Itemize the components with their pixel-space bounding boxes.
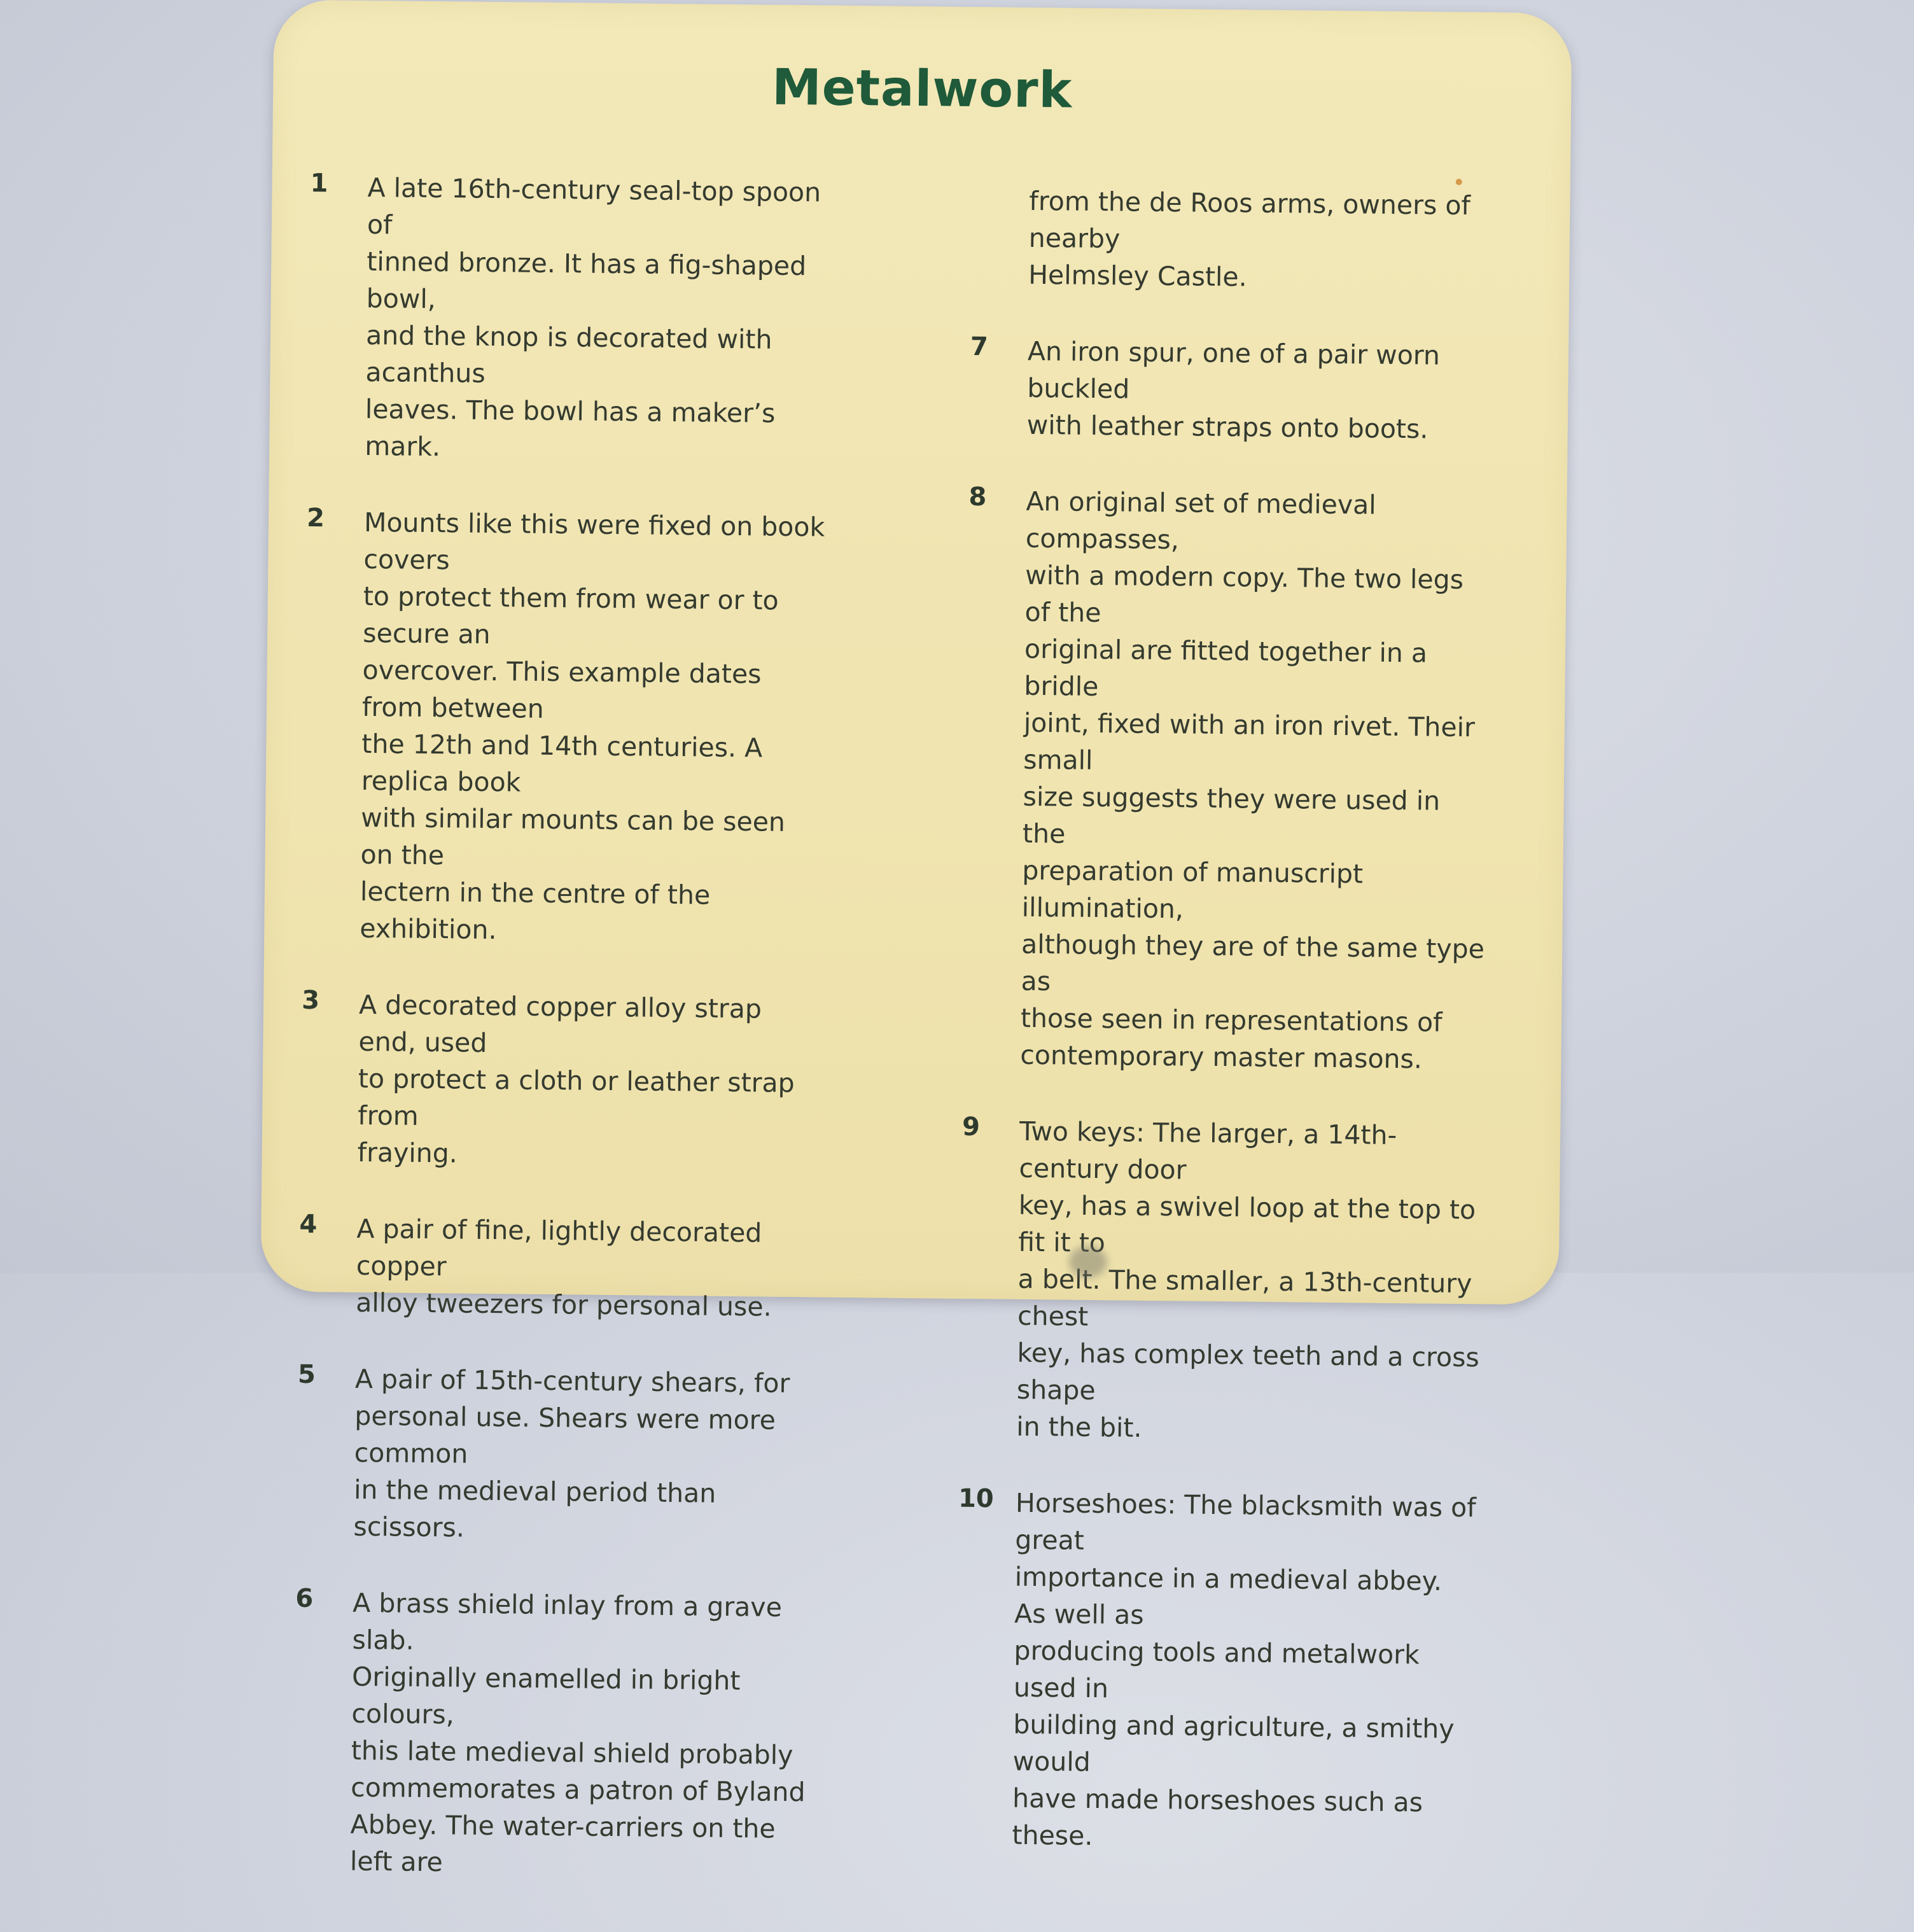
entry-number: 8 [968,482,987,512]
entry-5 [296,1360,820,1550]
entry-text: from the de Roos arms, owners of nearby Helmsley Castle. [1028,185,1471,293]
entry-text: Mounts like this were fixed on book covers to protect them from wear or to secure an overcover. This example dates from between the 12th and 14th centuries. A replica book with similar mounts can be seen on the lectern in the centre of the exhibition. [360,507,825,946]
entry-text: A decorated copper alloy strap end, used to protect a cloth or leather strap from fraying. [357,989,795,1169]
entry-text: Horseshoes: The blacksmith was of great importance in a medieval abbey. As well as producing tools and metalwork used in building and agriculture, a smithy would have made horseshoes such as these. [1012,1487,1476,1852]
entry-number: 6 [295,1583,314,1614]
smudge-mark [1069,1246,1108,1278]
left-column [292,169,832,1924]
entry-number: 1 [310,168,328,199]
entry-4 [298,1210,821,1326]
entry-number: 2 [306,503,325,533]
entry-text: An original set of medieval compasses, with a modern copy. The two legs of the original are fitted together in a bridle joint, fixed with an iron rivet. Their small size suggests they were used in the preparation of manuscript illumination, although they are of the same type as those seen in representations of contemporary master masons. [1020,486,1485,1075]
entry-text: A brass shield inlay from a grave slab. Originally enamelled in bright colours, this late medieval shield probably commemorates a patron of Byland Abbey. The water-carriers on the left are [349,1587,806,1878]
entry-number: 4 [299,1209,318,1240]
entry-8 [963,482,1491,1079]
entry-10 [954,1484,1480,1859]
entry-number: 7 [970,332,989,362]
entry-text: A pair of 15th-century shears, for personal use. Shears were more common in the medieval period than scissors. [353,1363,790,1543]
entry-2 [302,503,828,952]
entry-3 [300,986,823,1176]
entry-number: 5 [297,1359,316,1390]
entry-number: 9 [961,1112,981,1142]
entry-text: An iron spur, one of a pair worn buckled with leather straps onto boots. [1026,335,1441,445]
entry-text: A late 16th-century seal-top spoon of tinned bronze. It has a fig-shaped bowl, and the knop is decorated with acanthus leaves. The bowl has a maker’s mark. [365,172,821,463]
museum-sign-panel [260,0,1572,1878]
entry-text: A pair of fine, lightly decorated copper alloy tweezers for personal use. [356,1213,772,1322]
entry-number: 10 [958,1483,994,1514]
entry-9 [959,1112,1484,1450]
entry-1 [307,169,832,470]
entry-number: 3 [301,985,320,1016]
entry-6-continuation [971,182,1494,298]
entry-7 [969,332,1492,449]
paint-fleck [1456,179,1462,185]
entry-text: Two keys: The larger, a 14th-century door key, has a swivel loop at the top to fit it to a belt. The smaller, a 13th-century chest key, has complex teeth and a cross shape in the bit. [1016,1116,1480,1443]
right-column [954,182,1494,1898]
entry-6 [293,1584,818,1885]
sign-title: Metalwork [771,59,1073,120]
